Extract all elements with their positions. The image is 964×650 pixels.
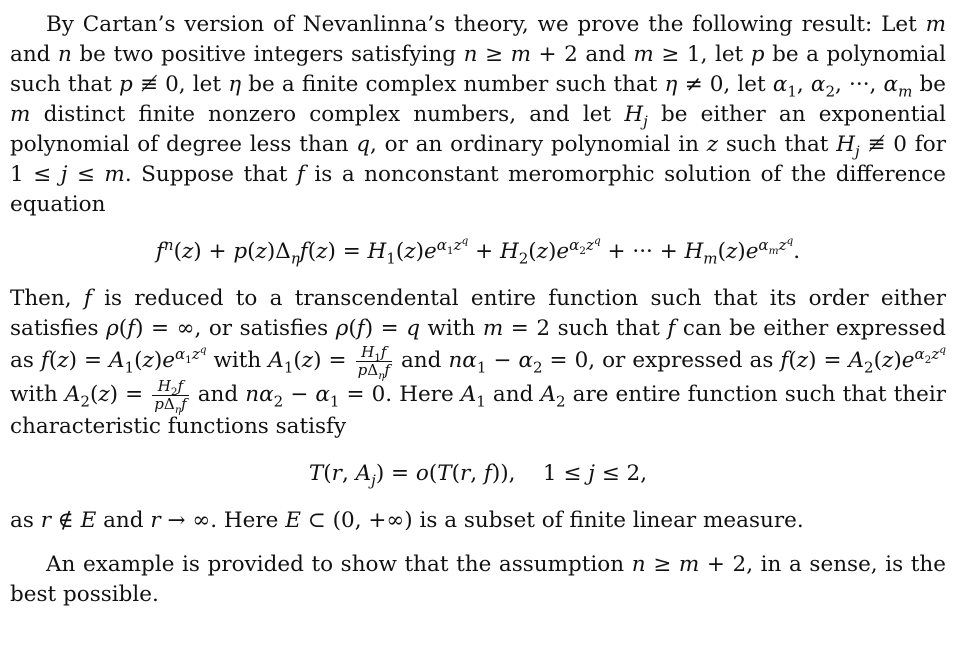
characteristic-equation: T(r, $A_j) = o(T(r$, f)), 1 ≤ j ≤ 2, (308, 461, 648, 490)
paragraph-main-result: By Cartan’s version of Nevanlinna’s theory, we prove the following result: Let m and n be two positive integers satisfying n ≥ m + 2 and m ≥ 1, let p be a polynomial such that p ≢ 0, let η be a finite complex number such that η ≠ 0, let $\alpha_1$, $\alpha_2$, ···, $\alpha_m$ be m distinct finite nonzero complex numbers, and let $H_j$ be either an exponential polynomial of degree less than q, or an ordinary polynomial in z such that $H_j$ ≢ 0 for 1 ≤ j ≤ m. Suppose that f is a nonconstant meromorphic solution of the difference equation (10, 12, 946, 217)
paragraph-exceptional-set: as r ∉ E and r → ∞. Here E ⊂ (0, +∞) is a subset of finite linear measure. (10, 508, 804, 534)
fraction-a2: $\frac{H_2f}{p\Delta_\eta f}$ (154, 377, 187, 416)
paragraph-example: An example is provided to show that the assumption n ≥ m + 2, in a sense, is the best possible. (10, 552, 946, 608)
fraction-a1: $\frac{H_1f}{p\Delta_\eta f}$ (357, 343, 390, 382)
difference-equation: $f^n(z) + p(z)\Delta_\eta f(z) = H_1(z)e^{\alpha_1z^q} + H_2(z)e^{\alpha_2z^q}$ + ··· + $H_m(z)e^{\alpha_mz^q}$. (155, 234, 801, 268)
paragraph-conclusion: Then, f is reduced to a transcendental entire function such that its order either satisfies ρ(f) = ∞, or satisfies ρ(f) = q with m = 2 such that f can be either expressed as $f(z) = A_1(z)e^{\alpha_1z^q}$ with $A_1(z)$ = $\frac{H_1f}{p\Delta_\eta f}$ and $n\alpha_1 - \alpha_2 = 0$, or expressed as $f(z) = A_2(z)e^{\alpha_2z^q}$ with $A_2(z)$ = $\frac{H_2f}{p\Delta_\eta f}$ and $n\alpha_2 - \alpha_1 = 0$. Here $A_1$ and $A_2$ are entire function such that their characteristic functions satisfy (10, 286, 947, 440)
